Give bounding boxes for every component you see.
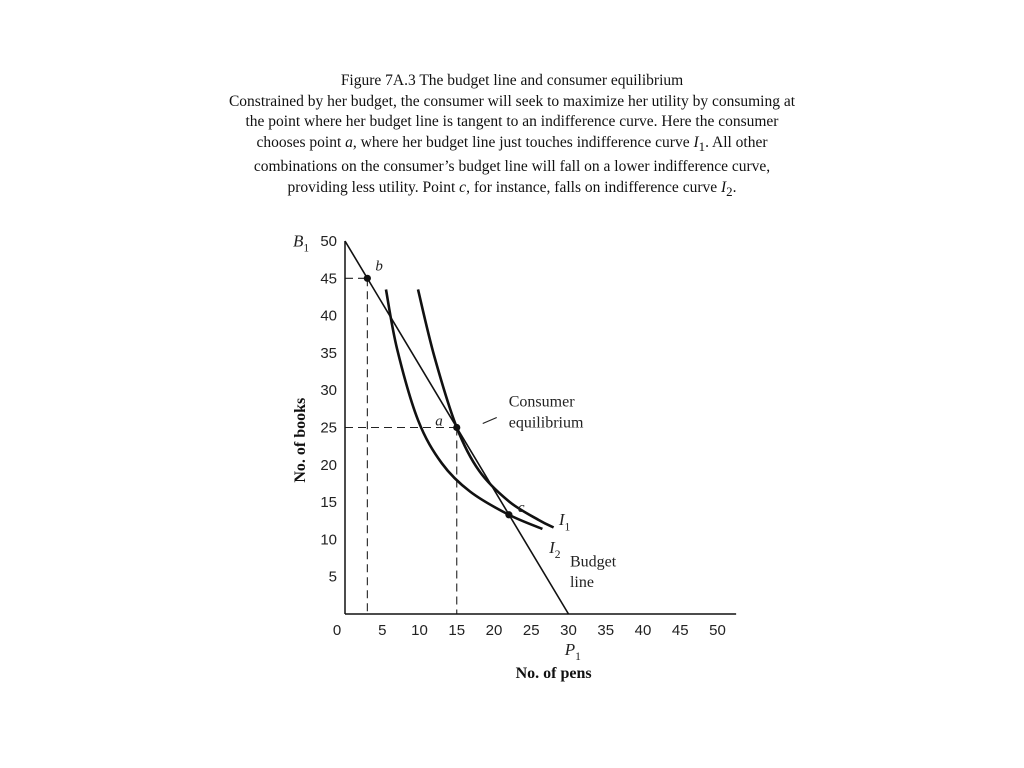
point-a-label: a [435, 413, 443, 430]
y-tick-label: 45 [320, 270, 337, 288]
caption-italic: I [693, 133, 699, 151]
y-tick-label: 40 [320, 307, 337, 325]
y-tick-label: 30 [320, 382, 337, 400]
equilibrium-leader-line [483, 418, 497, 424]
point-b-label: b [375, 258, 383, 275]
b1-marker: $B_1$ [293, 231, 310, 255]
caption-line-4: combinations on the consumer’s budget line will fall on a lower indifference curve, [253, 158, 771, 176]
consumer-equilibrium-label: equilibrium [508, 414, 584, 432]
x-tick-label: 25 [522, 622, 540, 639]
x-tick-label: 0 [332, 622, 342, 639]
caption-text: , for instance, falls on indifference curve [466, 179, 721, 197]
caption-subscript: 1 [698, 138, 706, 154]
x-tick-label: 5 [378, 622, 387, 639]
y-tick-label: 50 [320, 233, 337, 250]
caption-italic: I [721, 179, 727, 197]
caption-text: providing less utility. Point [287, 179, 460, 197]
x-tick-label: 15 [448, 622, 466, 639]
caption-subscript: 2 [726, 184, 733, 200]
caption-text: . [732, 179, 737, 197]
y-tick-label: 35 [320, 344, 337, 362]
y-tick-label: 20 [320, 456, 337, 474]
caption-text: , where her budget line just touches indifference curve [352, 133, 694, 151]
point-a [453, 424, 460, 431]
caption-title: Figure 7A.3 The budget line and consumer equilibrium [340, 72, 684, 89]
caption-text: . All other [705, 133, 768, 151]
point-c-label: c [517, 499, 525, 516]
caption-text: chooses point [256, 133, 346, 151]
point-c [505, 511, 512, 518]
x-tick-label: 10 [411, 622, 428, 639]
x-tick-label: 30 [560, 622, 577, 639]
x-tick-label: 50 [709, 622, 726, 639]
y-tick-label: 15 [320, 494, 337, 512]
y-tick-label: 10 [320, 531, 337, 549]
caption-italic: c [459, 179, 467, 197]
budget-line-label: Budget [569, 553, 617, 571]
caption-line-2: the point where her budget line is tangent to an indifference curve. Here the consumer [245, 113, 779, 131]
y-tick-label: 5 [328, 568, 337, 586]
x-tick-label: 45 [671, 622, 689, 639]
y-axis-title: No. of books [292, 397, 309, 483]
i2-label: $I_2$ [549, 537, 561, 561]
caption-line-1: Constrained by her budget, the consumer will seek to maximize her utility by consuming at [228, 92, 796, 110]
budget-line-label: line [569, 574, 594, 592]
x-tick-label: 20 [485, 622, 503, 639]
i1-label: $I_1$ [558, 510, 571, 534]
x-tick-label: 40 [634, 622, 652, 639]
caption-italic: a [345, 133, 353, 151]
x-tick-label: 35 [597, 622, 615, 639]
x-axis-title: No. of pens [515, 665, 592, 682]
y-tick-label: 25 [320, 419, 337, 437]
point-b [364, 275, 371, 282]
p1-marker: $P_1$ [564, 640, 581, 664]
consumer-equilibrium-label: Consumer [508, 393, 575, 411]
